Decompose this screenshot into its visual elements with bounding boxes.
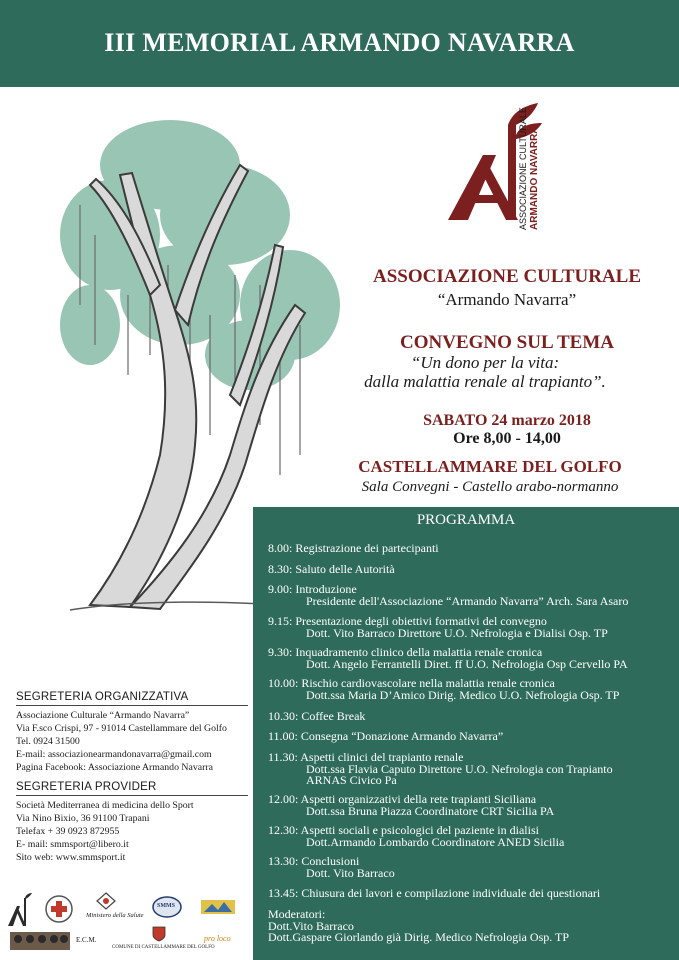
programme-item (268, 678, 674, 701)
red-cross-seal-icon (44, 894, 74, 924)
secretariat-org-line: Associazione Culturale “Armando Navarra” (16, 710, 190, 721)
programme-item-line2: Dott.ssa Bruna Piazza Coordinatore CRT Sicilia PA (306, 803, 555, 818)
conference-theme-line1: “Un dono per la vita: (410, 353, 560, 372)
programme-item-line1: 9.30: Inquadramento clinico della malattia renale cronica (268, 645, 543, 659)
programme-item (268, 794, 674, 817)
secretariat-provider-line: Via Nino Bixio, 36 91100 Trapani (16, 813, 150, 824)
secretariat-org-email[interactable]: E-mail: associazionearmandonavarra@gmail.com (16, 749, 212, 760)
programme-item (268, 616, 674, 639)
conference-theme-line2: dalla malattia renale al trapianto”. (364, 372, 606, 391)
programme-item (268, 825, 674, 848)
comune-crest-icon (152, 926, 166, 942)
moderators (268, 909, 569, 944)
moderators-label: Moderatori: (268, 907, 326, 921)
secretariat-provider-line: Società Mediterranea di medicina dello Sport (16, 800, 194, 811)
logo-text-line2: ARMANDO NAVARRA (529, 126, 540, 230)
programme-item-line1: 13.30: Conclusioni (268, 854, 360, 868)
secretariat-org-divider (16, 705, 248, 706)
smms-caption: SMMS (157, 903, 175, 909)
programme-item-line1: 9.15: Presentazione degli obiettivi formativi del convegno (268, 614, 547, 628)
programme-item-line2: Dott. Angelo Ferrantelli Diret. ff U.O. Nefrologia Osp Cervello PA (306, 656, 628, 671)
secretariat-provider-website[interactable]: Sito web: www.smmsport.it (16, 852, 126, 863)
moderator-2: Dott.Gaspare Giorlando già Dirig. Medico Nefrologia Osp. TP (268, 930, 570, 944)
programme-item (268, 647, 674, 670)
event-hours: Ore 8,00 - 14,00 (453, 430, 561, 447)
programme-item-line1: 13.45: Chiusura dei lavori e compilazione individuale dei questionari (268, 886, 601, 900)
programme-item (268, 711, 674, 723)
programme-item (268, 888, 674, 900)
event-venue: Sala Convegni - Castello arabo-normanno (361, 479, 619, 495)
moderator-1: Dott.Vito Barraco (268, 918, 354, 933)
ministry-emblem-icon (95, 892, 117, 910)
programme-item (268, 584, 674, 607)
ecm-caption: E.C.M. (76, 936, 97, 944)
programme-item-line2: Dott. Vito Barraco Direttore U.O. Nefrologia e Dialisi Osp. TP (306, 625, 608, 640)
region-logo (200, 896, 236, 918)
programme-item-line1: 8.00: Registrazione dei partecipanti (268, 541, 439, 555)
secretariat-provider-divider (16, 795, 248, 796)
programme-item-line2: Dott. Vito Barraco (306, 865, 395, 880)
programme-item-line2: Dott.ssa Flavia Caputo Direttore U.O. Nefrologia con Trapianto (306, 761, 613, 776)
ministry-caption: Ministero della Salute (86, 912, 144, 919)
proloco-caption: pro loco (204, 934, 231, 943)
secretariat-org-phone: Tel. 0924 31500 (16, 736, 80, 747)
programme-item (268, 564, 674, 576)
logo-text-line1: ASSOCIAZIONE CULTURALE (518, 107, 528, 230)
programme-item-line1: 11.00: Consegna “Donazione Armando Navarra” (268, 729, 504, 743)
programme-item (268, 856, 674, 879)
programme-item-line2: Presidente dell'Associazione “Armando Navarra” Arch. Sara Asaro (306, 593, 629, 608)
programme-item-line1: 12.30: Aspetti sociali e psicologici del paziente in dialisi (268, 823, 539, 837)
conference-title: CONVEGNO SUL TEMA (400, 332, 614, 353)
event-place: CASTELLAMMARE DEL GOLFO (358, 457, 622, 476)
programme-item-line1: 10.00: Rischio cardiovascolare nella malattia renale cronica (268, 676, 555, 690)
secretariat-org-line: Via F.sco Crispi, 97 - 91014 Castellammare del Golfo (16, 723, 227, 734)
programme-item-line1: 12.00: Aspetti organizzativi della rete trapianti Siciliana (268, 792, 537, 806)
programme-item (268, 543, 674, 555)
secretariat-provider-title: SEGRETERIA PROVIDER (16, 781, 157, 793)
programme-heading: PROGRAMMA (416, 512, 516, 528)
association-title: ASSOCIAZIONE CULTURALE (372, 266, 641, 287)
programme-item-line1: 9.00: Introduzione (268, 582, 357, 596)
programme-item-line1: 11.30: Aspetti clinici del trapianto renale (268, 750, 464, 764)
sponsor-logos (0, 888, 252, 958)
comune-caption: COMUNE DI CASTELLAMMARE DEL GOLFO (112, 945, 215, 950)
secretariat-provider-email[interactable]: E- mail: smmsport@libero.it (16, 839, 129, 850)
page-title: III MEMORIAL ARMANDO NAVARRA (104, 28, 575, 57)
programme-item-line3: ARNAS Civico Pa (306, 773, 397, 787)
programme-item (268, 731, 674, 743)
secretariat-org-facebook: Pagina Facebook: Associazione Armando Navarra (16, 762, 213, 773)
secretariat-provider-phone: Telefax + 39 0923 872955 (16, 826, 120, 837)
programme-item-line1: 10.30: Coffee Break (268, 709, 366, 723)
programme-item-line2: Dott.Armando Lombardo Coordinatore ANED Sicilia (306, 834, 565, 849)
programme-item-line2: Dott.ssa Maria D’Amico Dirig. Medico U.O. Nefrologia Osp. TP (306, 687, 620, 702)
programme-item (268, 752, 674, 787)
association-name: “Armando Navarra” (437, 290, 577, 309)
event-date: SABATO 24 marzo 2018 (423, 412, 591, 429)
association-small-logo (6, 892, 32, 930)
secretariat-org-title: SEGRETERIA ORGANIZZATIVA (16, 691, 189, 703)
group-photo (10, 932, 70, 950)
association-logo (438, 95, 550, 255)
programme-item-line1: 8.30: Saluto delle Autorità (268, 562, 395, 576)
